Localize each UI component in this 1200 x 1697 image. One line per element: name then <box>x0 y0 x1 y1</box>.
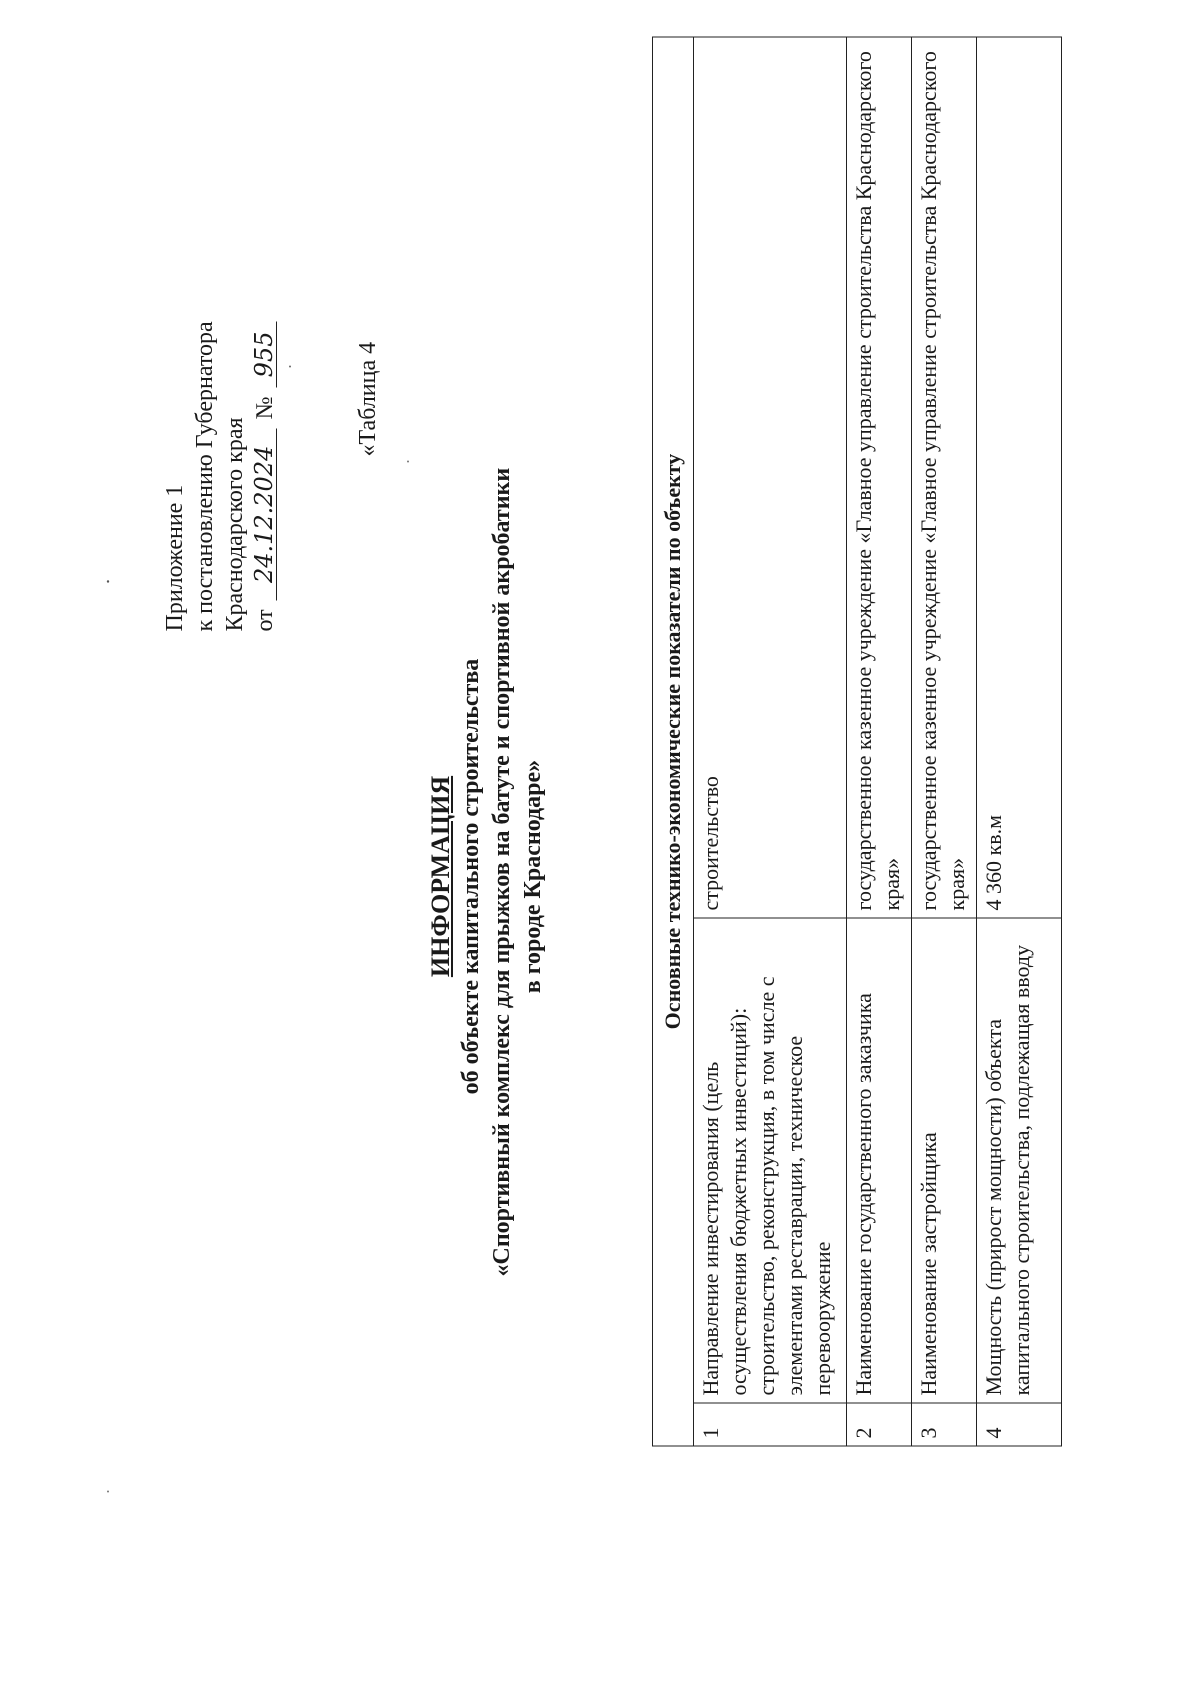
table-row <box>977 37 1062 1446</box>
appendix-block <box>160 318 280 631</box>
row-number: 2 <box>847 1403 912 1446</box>
appendix-line-1: Приложение 1 <box>162 484 188 632</box>
title-line-3: «Спортивный комплекс для прыжков на батуте и спортивной акробатики <box>489 467 515 1277</box>
title-main: ИНФОРМАЦИЯ <box>426 775 455 978</box>
row-indicator-name: Мощность (прирост мощности) объекта капитального строительства, подлежащая вводу <box>977 918 1062 1403</box>
row-number: 1 <box>694 1403 847 1446</box>
document-title <box>425 467 549 1277</box>
row-indicator-name: Наименование застройщика <box>912 918 977 1403</box>
appendix-line-3: Краснодарского края <box>222 417 248 632</box>
indicators-table <box>652 37 1062 1447</box>
appendix-line-2: к постановлению Губернатора <box>192 321 218 632</box>
title-line-4: в городе Краснодаре» <box>520 759 546 994</box>
table-label: «Таблица 4 <box>355 341 381 457</box>
row-indicator-name: Направление инвестирования (цель осуществления бюджетных инвестиций): строительство, реконструкция, в том числе с элементами реставрации, техническое перевооружение <box>694 918 847 1403</box>
row-indicator-name: Наименование государственного заказчика <box>847 918 912 1403</box>
row-number: 4 <box>977 1403 1062 1446</box>
table-row <box>847 37 912 1446</box>
handwritten-number: 955 <box>252 321 277 387</box>
row-indicator-value: государственное казенное учреждение «Главное управление строительства Краснодарского края» <box>912 37 977 918</box>
row-indicator-value: государственное казенное учреждение «Главное управление строительства Краснодарского края» <box>847 37 912 918</box>
number-label: № <box>252 396 278 420</box>
row-indicator-value: 4 360 кв.м <box>977 37 1062 918</box>
row-number: 3 <box>912 1403 977 1446</box>
from-label: от <box>252 609 278 632</box>
table-row <box>912 37 977 1446</box>
title-line-2: об объекте капитального строительства <box>458 658 484 1095</box>
table-section-header: Основные технико-экономические показатели по объекту <box>653 37 694 1446</box>
row-indicator-value: строительство <box>694 37 847 918</box>
appendix-date-line <box>250 318 280 631</box>
table-row <box>694 37 847 1446</box>
handwritten-date: 24.12.2024 <box>252 428 277 600</box>
